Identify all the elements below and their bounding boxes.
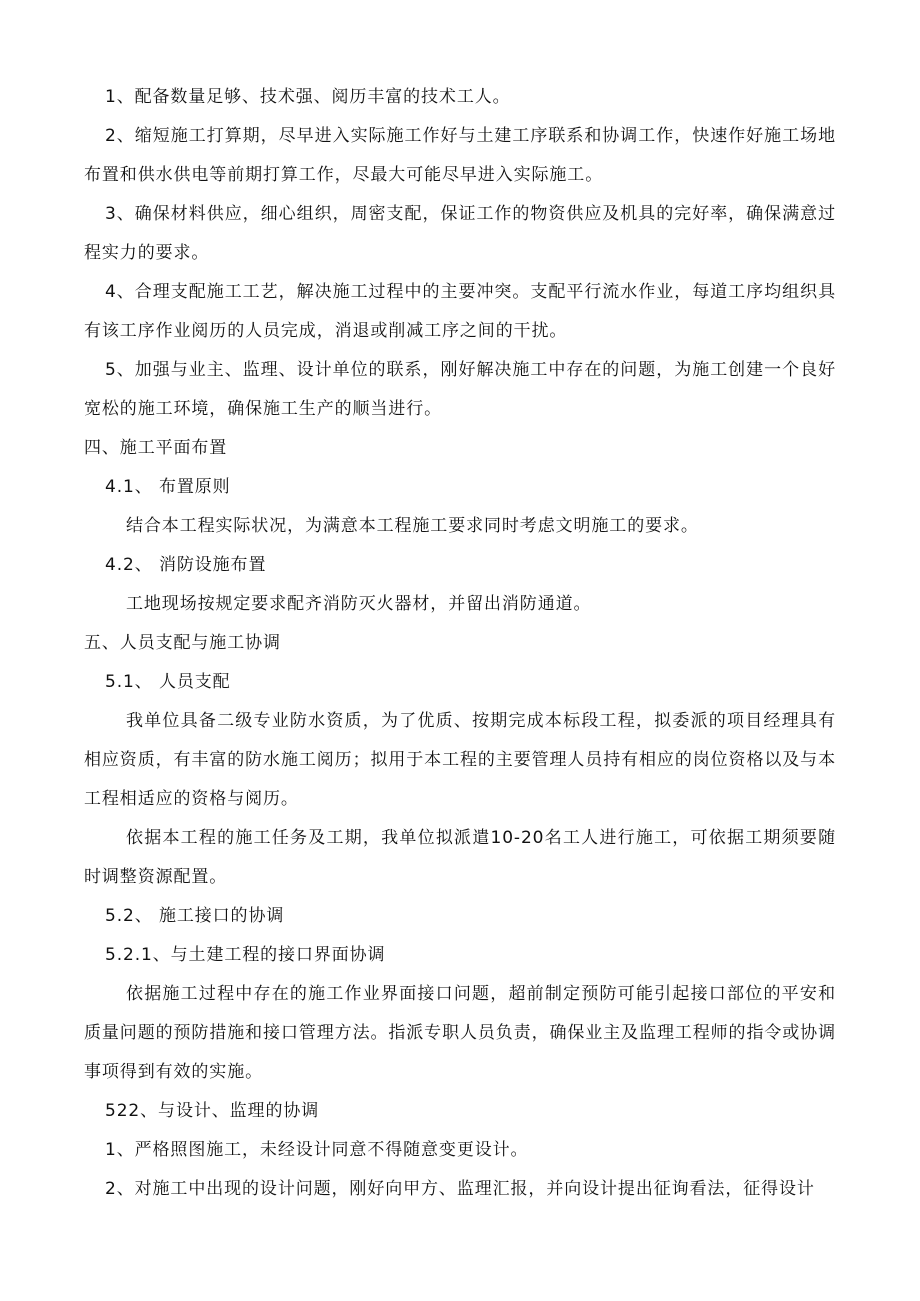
subsection-heading-5-2: 5.2、 施工接口的协调 xyxy=(105,906,285,926)
list-item-2: 2、对施工中出现的设计问题，刚好向甲方、监理汇报，并向设计提出征询看法，征得设计 xyxy=(105,1179,815,1199)
body-paragraph: 我单位具备二级专业防水资质，为了优质、按期完成本标段工程，拟委派的项目经理具有相应资质，有丰富的防水施工阅历；拟用于本工程的主要管理人员持有相应的岗位资格以及与本工程相适应的资格与阅历。 xyxy=(84,711,836,809)
body-paragraph: 依据本工程的施工任务及工期，我单位拟派遣10-20名工人进行施工，可依据工期须要随时调整资源配置。 xyxy=(84,828,836,887)
section-heading-5: 五、人员支配与施工协调 xyxy=(84,633,281,653)
list-item-3: 3、确保材料供应，细心组织，周密支配，保证工作的物资供应及机具的完好率，确保满意过程实力的要求。 xyxy=(84,204,836,263)
list-item-2: 2、缩短施工打算期，尽早进入实际施工作好与土建工序联系和协调工作，快速作好施工场地布置和供水供电等前期打算工作，尽最大可能尽早进入实际施工。 xyxy=(84,126,836,185)
list-item-5: 5、加强与业主、监理、设计单位的联系，刚好解决施工中存在的问题，为施工创建一个良好宽松的施工环境，确保施工生产的顺当进行。 xyxy=(84,360,836,419)
list-item-1: 1、严格照图施工，未经设计同意不得随意变更设计。 xyxy=(105,1140,529,1160)
body-paragraph: 工地现场按规定要求配齐消防灭火器材，并留出消防通道。 xyxy=(126,594,592,614)
list-item-4: 4、合理支配施工工艺，解决施工过程中的主要冲突。支配平行流水作业，每道工序均组织具有该工序作业阅历的人员完成，消退或削减工序之间的干扰。 xyxy=(84,282,836,341)
body-paragraph: 依据施工过程中存在的施工作业界面接口问题，超前制定预防可能引起接口部位的平安和质量问题的预防措施和接口管理方法。指派专职人员负责，确保业主及监理工程师的指令或协调事项得到有效的实施。 xyxy=(84,984,836,1082)
subsection-heading-5-2-1: 5.2.1、与土建工程的接口界面协调 xyxy=(105,945,386,965)
subsection-heading-4-2: 4.2、 消防设施布置 xyxy=(105,555,267,575)
subsection-heading-5-1: 5.1、 人员支配 xyxy=(105,672,231,692)
body-paragraph: 结合本工程实际状况，为满意本工程施工要求同时考虑文明施工的要求。 xyxy=(126,516,699,536)
list-item-1: 1、配备数量足够、技术强、阅历丰富的技术工人。 xyxy=(105,87,511,107)
section-heading-4: 四、施工平面布置 xyxy=(84,438,228,458)
document-body xyxy=(0,78,920,1209)
subsection-heading-4-1: 4.1、 布置原则 xyxy=(105,477,231,497)
subsection-heading-5-2-2: 522、与设计、监理的协调 xyxy=(105,1101,320,1121)
